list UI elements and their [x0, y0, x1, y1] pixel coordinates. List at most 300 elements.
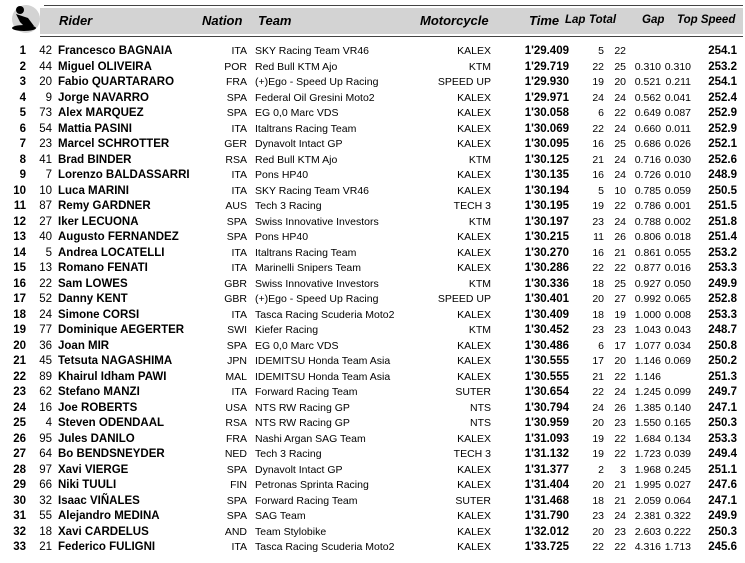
nation-cell: SPA — [226, 231, 247, 243]
motorcycle-cell: KALEX — [457, 107, 491, 119]
gap-to-leader-cell: 1.723 — [634, 448, 661, 460]
team-cell: IDEMITSU Honda Team Asia — [255, 370, 391, 383]
rider-name-cell: Mattia PASINI — [58, 122, 132, 135]
gap-to-previous-cell: 0.050 — [664, 277, 691, 290]
position-cell: 15 — [13, 262, 26, 274]
rider-number-cell: 27 — [39, 215, 52, 228]
rider-name-cell: Lorenzo BALDASSARRI — [58, 169, 190, 181]
table-row — [0, 339, 745, 355]
rider-number-cell: 87 — [39, 200, 52, 212]
gap-to-leader-cell: 0.786 — [634, 200, 661, 212]
rider-number-cell: 62 — [39, 386, 52, 398]
rider-number-cell: 42 — [39, 45, 52, 57]
nation-cell: SWI — [227, 324, 247, 336]
position-cell: 3 — [19, 76, 26, 88]
top-speed-cell: 250.2 — [708, 355, 737, 367]
rider-number-cell: 21 — [39, 541, 52, 553]
lap-time-cell: 1'30.959 — [524, 417, 569, 429]
rider-name-cell: Andrea LOCATELLI — [58, 246, 165, 259]
gap-to-previous-cell: 0.018 — [664, 231, 691, 243]
rider-number-cell: 55 — [39, 510, 52, 522]
top-speed-cell: 251.4 — [708, 231, 737, 243]
top-speed-cell: 253.3 — [708, 308, 737, 321]
lap-cell: 20 — [592, 293, 604, 305]
lap-time-cell: 1'30.195 — [524, 200, 569, 212]
lap-time-cell: 1'30.401 — [524, 293, 569, 305]
team-cell: Italtrans Racing Team — [255, 246, 357, 259]
nation-cell: MAL — [225, 370, 247, 383]
table-row — [0, 370, 745, 386]
motorcycle-cell: KALEX — [457, 355, 491, 367]
team-cell: Swiss Innovative Investors — [255, 277, 379, 290]
position-cell: 20 — [13, 339, 26, 352]
gap-to-previous-cell: 0.002 — [664, 215, 691, 228]
top-speed-cell: 250.3 — [708, 525, 737, 538]
lap-cell: 21 — [592, 370, 604, 383]
motorcycle-cell: KALEX — [457, 184, 491, 197]
lap-time-cell: 1'30.270 — [524, 246, 569, 259]
nation-cell: ITA — [231, 184, 247, 197]
top-speed-cell: 252.8 — [708, 293, 737, 305]
team-cell: EG 0,0 Marc VDS — [255, 339, 339, 352]
total-laps-cell: 23 — [614, 525, 626, 538]
lap-time-cell: 1'31.790 — [524, 510, 569, 522]
rider-name-cell: Alejandro MEDINA — [58, 510, 160, 522]
motorcycle-cell: SUTER — [455, 386, 491, 398]
rider-name-cell: Xavi VIERGE — [58, 463, 129, 476]
gap-to-leader-cell: 1.968 — [634, 463, 661, 476]
lap-time-cell: 1'30.069 — [524, 122, 569, 135]
team-cell: Team Stylobike — [255, 525, 327, 538]
rider-number-cell: 54 — [39, 122, 52, 135]
lap-time-cell: 1'30.336 — [524, 277, 569, 290]
table-row — [0, 323, 745, 339]
rider-number-cell: 24 — [39, 308, 52, 321]
rider-name-cell: Jules DANILO — [58, 432, 135, 445]
lap-cell: 22 — [592, 60, 604, 73]
team-cell: Tech 3 Racing — [255, 200, 322, 212]
gap-to-previous-cell: 0.055 — [664, 246, 691, 259]
rider-number-cell: 23 — [39, 138, 52, 150]
gap-to-previous-cell: 0.245 — [664, 463, 691, 476]
rider-number-cell: 77 — [39, 324, 52, 336]
position-cell: 26 — [13, 432, 26, 445]
team-cell: NTS RW Racing GP — [255, 417, 350, 429]
motorcycle-cell: KALEX — [457, 231, 491, 243]
lap-cell: 24 — [592, 91, 604, 104]
top-speed-cell: 250.8 — [708, 339, 737, 352]
position-cell: 32 — [13, 525, 26, 538]
gap-to-previous-cell: 0.165 — [664, 417, 691, 429]
total-laps-cell: 10 — [614, 184, 626, 197]
team-cell: SAG Team — [255, 510, 306, 522]
nation-cell: AND — [224, 525, 247, 538]
lap-cell: 19 — [592, 76, 604, 88]
top-speed-cell: 249.4 — [708, 448, 737, 460]
lap-time-cell: 1'30.194 — [524, 184, 569, 197]
gap-to-previous-cell: 0.059 — [664, 184, 691, 197]
position-cell: 21 — [13, 355, 26, 367]
top-speed-cell: 252.6 — [708, 153, 737, 166]
nation-cell: ITA — [231, 386, 247, 398]
nation-cell: ITA — [231, 541, 247, 553]
gap-to-leader-cell: 0.310 — [634, 60, 661, 73]
nation-cell: JPN — [227, 355, 247, 367]
lap-time-cell: 1'30.654 — [524, 386, 569, 398]
top-speed-cell: 249.9 — [708, 277, 737, 290]
total-laps-cell: 26 — [614, 231, 626, 243]
team-cell: Red Bull KTM Ajo — [255, 60, 338, 73]
lap-cell: 16 — [592, 246, 604, 259]
total-laps-cell: 23 — [614, 324, 626, 336]
lap-time-cell: 1'30.125 — [524, 153, 569, 166]
table-row — [0, 416, 745, 432]
team-cell: Marinelli Snipers Team — [255, 262, 362, 274]
gap-to-previous-cell: 0.043 — [664, 324, 691, 336]
gap-to-previous-cell: 0.008 — [664, 308, 691, 321]
nation-cell: RSA — [225, 153, 247, 166]
gap-to-previous-cell: 0.134 — [664, 432, 691, 445]
position-cell: 12 — [13, 215, 26, 228]
table-row — [0, 401, 745, 417]
gap-to-previous-cell: 0.034 — [664, 339, 691, 352]
lap-time-cell: 1'31.132 — [524, 448, 569, 460]
total-laps-cell: 20 — [614, 76, 626, 88]
gap-to-leader-cell: 1.995 — [634, 479, 661, 491]
lap-cell: 20 — [592, 479, 604, 491]
rider-name-cell: Luca MARINI — [58, 184, 129, 197]
gap-to-leader-cell: 1.385 — [634, 401, 661, 414]
lap-time-cell: 1'30.452 — [524, 324, 569, 336]
motorcycle-cell: SPEED UP — [437, 76, 491, 88]
team-cell: EG 0,0 Marc VDS — [255, 107, 339, 119]
team-cell: Forward Racing Team — [255, 494, 358, 507]
lap-time-cell: 1'30.197 — [524, 215, 569, 228]
total-laps-cell: 21 — [614, 494, 626, 507]
motorcycle-cell: KTM — [468, 324, 491, 336]
rider-number-cell: 95 — [39, 432, 52, 445]
top-speed-cell: 247.1 — [708, 401, 737, 414]
lap-time-cell: 1'30.215 — [524, 231, 569, 243]
gap-to-previous-cell: 0.027 — [664, 479, 691, 491]
lap-cell: 24 — [592, 401, 604, 414]
gap-to-previous-cell: 0.016 — [664, 262, 691, 274]
gap-to-previous-cell: 0.064 — [664, 494, 691, 507]
rider-name-cell: Stefano MANZI — [58, 386, 140, 398]
lap-cell: 20 — [592, 525, 604, 538]
position-cell: 24 — [13, 401, 26, 414]
top-speed-cell: 253.3 — [708, 432, 737, 445]
nation-cell: SPA — [226, 494, 247, 507]
nation-cell: ITA — [231, 45, 247, 57]
table-row — [0, 432, 745, 448]
lap-cell: 23 — [592, 215, 604, 228]
total-laps-cell: 24 — [614, 215, 626, 228]
table-header — [0, 0, 745, 40]
lap-time-cell: 1'31.377 — [524, 463, 569, 476]
position-cell: 5 — [19, 107, 26, 119]
total-laps-cell: 24 — [614, 91, 626, 104]
nation-cell: SPA — [226, 107, 247, 119]
total-laps-cell: 24 — [614, 169, 626, 181]
lap-time-cell: 1'29.719 — [524, 60, 569, 73]
top-speed-cell: 251.1 — [708, 463, 737, 476]
gap-to-leader-cell: 0.877 — [634, 262, 661, 274]
top-speed-cell: 254.1 — [708, 45, 737, 57]
header-gap: Gap — [642, 14, 665, 26]
rider-name-cell: Sam LOWES — [58, 277, 128, 290]
gap-to-leader-cell: 1.146 — [634, 370, 661, 383]
total-laps-cell: 22 — [614, 448, 626, 460]
rider-number-cell: 40 — [39, 231, 52, 243]
nation-cell: FRA — [226, 76, 247, 88]
top-speed-cell: 251.3 — [708, 370, 737, 383]
gap-to-leader-cell: 2.381 — [634, 510, 661, 522]
lap-cell: 2 — [598, 463, 604, 476]
rider-name-cell: Alex MARQUEZ — [58, 107, 144, 119]
rider-number-cell: 41 — [39, 153, 52, 166]
table-row — [0, 44, 745, 60]
gap-to-previous-cell: 0.087 — [664, 107, 691, 119]
gap-to-leader-cell: 4.316 — [634, 541, 661, 553]
top-speed-cell: 252.9 — [708, 107, 737, 119]
total-laps-cell: 22 — [614, 370, 626, 383]
table-row — [0, 447, 745, 463]
rider-number-cell: 4 — [45, 417, 52, 429]
rider-name-cell: Fabio QUARTARARO — [58, 76, 175, 88]
motorcycle-cell: KALEX — [457, 308, 491, 321]
nation-cell: AUS — [225, 200, 247, 212]
total-laps-cell: 22 — [614, 262, 626, 274]
total-laps-cell: 22 — [614, 45, 626, 57]
nation-cell: GBR — [224, 293, 247, 305]
table-row — [0, 261, 745, 277]
nation-cell: FIN — [230, 479, 247, 491]
top-speed-cell: 252.1 — [708, 138, 737, 150]
header-background — [40, 8, 743, 34]
table-row — [0, 106, 745, 122]
gap-to-previous-cell: 0.069 — [664, 355, 691, 367]
lap-time-cell: 1'30.555 — [524, 355, 569, 367]
table-row — [0, 525, 745, 541]
rider-number-cell: 45 — [39, 355, 52, 367]
lap-time-cell: 1'31.404 — [524, 479, 569, 491]
position-cell: 22 — [13, 370, 26, 383]
nation-cell: FRA — [226, 432, 247, 445]
rider-number-cell: 9 — [45, 91, 52, 104]
gap-to-leader-cell: 0.521 — [634, 76, 661, 88]
rider-name-cell: Simone CORSI — [58, 308, 140, 321]
nation-cell: SPA — [226, 339, 247, 352]
motorcycle-cell: KALEX — [457, 541, 491, 553]
lap-time-cell: 1'30.794 — [524, 401, 569, 414]
total-laps-cell: 21 — [614, 246, 626, 259]
gap-to-previous-cell: 0.010 — [664, 169, 691, 181]
header-team: Team — [258, 13, 292, 28]
nation-cell: ITA — [231, 122, 247, 135]
gap-to-leader-cell: 1.000 — [634, 308, 661, 321]
position-cell: 14 — [13, 246, 26, 259]
total-laps-cell: 23 — [614, 417, 626, 429]
gap-to-previous-cell: 0.322 — [664, 510, 691, 522]
motorcycle-cell: KALEX — [457, 246, 491, 259]
lap-cell: 18 — [592, 494, 604, 507]
rider-number-cell: 89 — [39, 370, 52, 383]
team-cell: Tech 3 Racing — [255, 448, 322, 460]
total-laps-cell: 19 — [614, 308, 626, 321]
top-speed-cell: 249.7 — [708, 386, 737, 398]
rider-name-cell: Joe ROBERTS — [58, 401, 138, 414]
lap-time-cell: 1'30.486 — [524, 339, 569, 352]
gap-to-previous-cell: 0.099 — [664, 386, 691, 398]
top-speed-cell: 249.9 — [708, 510, 737, 522]
team-cell: Pons HP40 — [255, 169, 309, 181]
table-row — [0, 277, 745, 293]
gap-to-previous-cell: 0.001 — [664, 200, 691, 212]
position-cell: 11 — [13, 200, 26, 212]
rider-number-cell: 52 — [39, 293, 52, 305]
table-row — [0, 199, 745, 215]
top-speed-cell: 252.4 — [708, 91, 737, 104]
team-cell: Federal Oil Gresini Moto2 — [255, 91, 375, 104]
gap-to-previous-cell: 0.065 — [664, 293, 691, 305]
header-rider: Rider — [59, 13, 93, 28]
motorcycle-cell: KALEX — [457, 370, 491, 383]
gap-to-previous-cell: 0.140 — [664, 401, 691, 414]
rider-name-cell: Remy GARDNER — [58, 200, 151, 212]
rider-number-cell: 7 — [45, 169, 52, 181]
rider-name-cell: Romano FENATI — [58, 262, 148, 274]
header-total: Total — [589, 14, 617, 26]
total-laps-cell: 25 — [614, 138, 626, 150]
position-cell: 19 — [13, 324, 26, 336]
team-cell: NTS RW Racing GP — [255, 401, 350, 414]
motorcycle-cell: KTM — [468, 153, 491, 166]
motorcycle-cell: TECH 3 — [453, 448, 491, 460]
lap-time-cell: 1'31.468 — [524, 494, 569, 507]
gap-to-leader-cell: 2.059 — [634, 494, 661, 507]
position-cell: 30 — [13, 494, 26, 507]
lap-cell: 6 — [598, 107, 604, 119]
lap-time-cell: 1'30.409 — [524, 308, 569, 321]
lap-cell: 6 — [598, 339, 604, 352]
rider-name-cell: Tetsuta NAGASHIMA — [58, 355, 173, 367]
motorcycle-cell: KALEX — [457, 432, 491, 445]
gap-to-previous-cell: 0.026 — [664, 138, 691, 150]
gap-to-previous-cell: 0.222 — [664, 525, 691, 538]
team-cell: Nashi Argan SAG Team — [255, 432, 366, 445]
team-cell: IDEMITSU Honda Team Asia — [255, 355, 391, 367]
lap-cell: 22 — [592, 262, 604, 274]
team-cell: Pons HP40 — [255, 231, 309, 243]
gap-to-leader-cell: 2.603 — [634, 525, 661, 538]
lap-time-cell: 1'29.409 — [524, 45, 569, 57]
lap-cell: 11 — [593, 231, 604, 243]
lap-cell: 23 — [592, 510, 604, 522]
team-cell: Dynavolt Intact GP — [255, 138, 343, 150]
rider-number-cell: 97 — [39, 463, 52, 476]
nation-cell: GER — [224, 138, 247, 150]
position-cell: 13 — [13, 231, 26, 243]
top-speed-cell: 250.3 — [708, 417, 737, 429]
position-cell: 6 — [19, 122, 26, 135]
rider-name-cell: Marcel SCHROTTER — [58, 138, 170, 150]
table-row — [0, 385, 745, 401]
position-cell: 33 — [13, 541, 26, 553]
gap-to-leader-cell: 0.861 — [634, 246, 661, 259]
gap-to-leader-cell: 0.726 — [634, 169, 661, 181]
motorcycle-cell: KALEX — [457, 525, 491, 538]
rider-name-cell: Isaac VIÑALES — [58, 494, 140, 507]
gap-to-leader-cell: 0.716 — [634, 153, 661, 166]
team-cell: Swiss Innovative Investors — [255, 215, 379, 228]
lap-cell: 16 — [592, 169, 604, 181]
results-table — [0, 44, 745, 556]
gap-to-leader-cell: 0.806 — [634, 231, 661, 243]
motorcycle-cell: KALEX — [457, 122, 491, 135]
gap-to-previous-cell: 0.211 — [665, 76, 691, 88]
total-laps-cell: 24 — [614, 122, 626, 135]
lap-time-cell: 1'32.012 — [524, 525, 569, 538]
team-cell: Forward Racing Team — [255, 386, 358, 398]
rider-number-cell: 64 — [39, 448, 52, 460]
rider-number-cell: 18 — [39, 525, 52, 538]
top-speed-cell: 254.1 — [708, 76, 737, 88]
table-row — [0, 230, 745, 246]
gap-to-leader-cell: 1.043 — [634, 324, 661, 336]
header-top-rule — [44, 5, 743, 6]
team-cell: SKY Racing Team VR46 — [255, 45, 370, 57]
motorcycle-cell: KTM — [468, 277, 491, 290]
top-speed-cell: 247.6 — [708, 479, 737, 491]
total-laps-cell: 21 — [614, 479, 626, 491]
header-lap: Lap — [565, 14, 586, 26]
table-row — [0, 478, 745, 494]
motorcycle-cell: TECH 3 — [453, 200, 491, 212]
lap-cell: 18 — [592, 308, 604, 321]
table-row — [0, 122, 745, 138]
lap-cell: 5 — [598, 184, 604, 197]
position-cell: 29 — [13, 479, 26, 491]
lap-cell: 22 — [592, 122, 604, 135]
position-cell: 9 — [19, 169, 26, 181]
position-cell: 8 — [19, 153, 26, 166]
total-laps-cell: 24 — [614, 510, 626, 522]
gap-to-previous-cell: 0.310 — [664, 60, 691, 73]
table-row — [0, 184, 745, 200]
rider-name-cell: Xavi CARDELUS — [58, 525, 149, 538]
rider-name-cell: Bo BENDSNEYDER — [58, 448, 165, 460]
top-speed-cell: 253.3 — [708, 262, 737, 274]
header-motorcycle: Motorcycle — [420, 13, 489, 28]
nation-cell: SPA — [226, 215, 247, 228]
rider-name-cell: Miguel OLIVEIRA — [58, 60, 152, 73]
lap-cell: 19 — [592, 432, 604, 445]
lap-cell: 19 — [592, 200, 604, 212]
rider-number-cell: 22 — [39, 277, 52, 290]
rider-name-cell: Iker LECUONA — [58, 215, 139, 228]
gap-to-leader-cell: 1.245 — [634, 386, 661, 398]
lap-cell: 17 — [592, 355, 604, 367]
table-row — [0, 246, 745, 262]
total-laps-cell: 25 — [614, 277, 626, 290]
rider-number-cell: 73 — [39, 107, 52, 119]
lap-cell: 16 — [592, 138, 604, 150]
top-speed-cell: 248.9 — [708, 169, 737, 181]
nation-cell: USA — [225, 401, 247, 414]
rider-number-cell: 13 — [39, 262, 52, 274]
team-cell: Kiefer Racing — [255, 324, 319, 336]
